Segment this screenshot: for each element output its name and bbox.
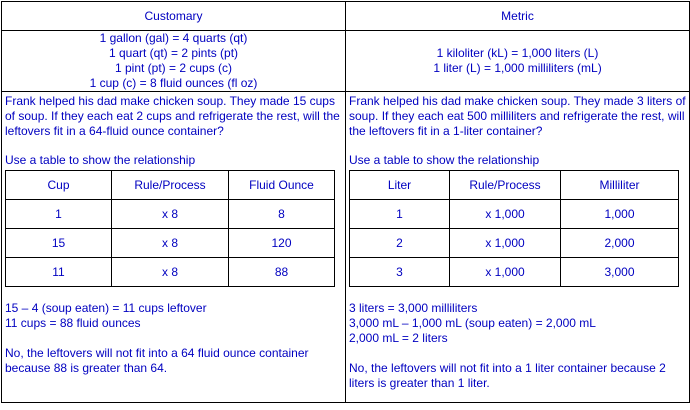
metric-relationship-table <box>349 170 679 287</box>
work-line: 3 liters = 3,000 milliliters <box>349 301 478 315</box>
conversion-line: 1 cup (c) = 8 fluid ounces (fl oz) <box>89 76 258 90</box>
table-cell: 88 <box>229 258 335 287</box>
table-instruction: Use a table to show the relationship <box>5 153 196 167</box>
problem-row <box>2 92 690 403</box>
conversion-line: 1 liter (L) = 1,000 milliliters (mL) <box>433 61 602 75</box>
table-cell: 1 <box>6 200 112 229</box>
problem-text: Frank helped his dad make chicken soup. They made 15 cups of soup. If they each eat 2 cups and refrigerate the rest, will the leftovers fit in a 64-fluid ounce container? <box>5 94 340 138</box>
customary-header: Customary <box>2 2 346 31</box>
conversion-line: 1 gallon (gal) = 4 quarts (qt) <box>99 31 248 45</box>
customary-relationship-table <box>5 170 335 287</box>
column-header: Rule/Process <box>112 171 229 200</box>
table-row <box>6 258 335 287</box>
table-cell: 120 <box>229 229 335 258</box>
table-row <box>350 258 679 287</box>
table-row <box>6 229 335 258</box>
work-steps <box>349 301 686 391</box>
table-cell: 1,000 <box>561 200 679 229</box>
customary-problem <box>2 92 346 403</box>
table-header-row <box>350 171 679 200</box>
header-row <box>2 2 690 31</box>
work-steps <box>5 301 342 376</box>
work-line: 2,000 mL = 2 liters <box>349 331 448 345</box>
column-header: Cup <box>6 171 112 200</box>
conclusion-text: No, the leftovers will not fit into a 64 fluid ounce container because 88 is greater than 64. <box>5 346 309 375</box>
column-header: Fluid Ounce <box>229 171 335 200</box>
metric-conversions <box>346 31 690 92</box>
table-cell: x 1,000 <box>450 258 561 287</box>
comparison-table <box>1 1 690 403</box>
metric-problem <box>346 92 690 403</box>
conversion-row <box>2 31 690 92</box>
table-cell: 11 <box>6 258 112 287</box>
work-line: 15 – 4 (soup eaten) = 11 cups leftover <box>5 301 207 315</box>
column-header: Liter <box>350 171 450 200</box>
metric-header: Metric <box>346 2 690 31</box>
table-instruction: Use a table to show the relationship <box>349 153 540 167</box>
table-cell: 8 <box>229 200 335 229</box>
table-cell: 15 <box>6 229 112 258</box>
table-cell: x 1,000 <box>450 229 561 258</box>
table-cell: 3,000 <box>561 258 679 287</box>
table-row <box>350 200 679 229</box>
table-cell: x 8 <box>112 200 229 229</box>
table-row <box>6 200 335 229</box>
customary-conversions <box>2 31 346 92</box>
table-header-row <box>6 171 335 200</box>
conversion-line: 1 quart (qt) = 2 pints (pt) <box>108 46 239 60</box>
table-cell: x 1,000 <box>450 200 561 229</box>
table-row <box>350 229 679 258</box>
column-header: Rule/Process <box>450 171 561 200</box>
table-cell: x 8 <box>112 229 229 258</box>
table-cell: 2 <box>350 229 450 258</box>
table-cell: 2,000 <box>561 229 679 258</box>
problem-text: Frank helped his dad make chicken soup. They made 3 liters of soup. If they each eat 500 milliliters and refrigerate the rest, will the leftovers fit in a 1-liter container? <box>349 94 686 138</box>
conclusion-text: No, the leftovers will not fit into a 1 liter container because 2 liters is greater than 1 liter. <box>349 361 666 390</box>
column-header: Milliliter <box>561 171 679 200</box>
work-line: 3,000 mL – 1,000 mL (soup eaten) = 2,000 mL <box>349 316 596 330</box>
conversion-line: 1 kiloliter (kL) = 1,000 liters (L) <box>436 46 599 60</box>
table-cell: x 8 <box>112 258 229 287</box>
conversion-line: 1 pint (pt) = 2 cups (c) <box>114 61 233 75</box>
table-cell: 1 <box>350 200 450 229</box>
work-line: 11 cups = 88 fluid ounces <box>5 316 141 330</box>
table-cell: 3 <box>350 258 450 287</box>
